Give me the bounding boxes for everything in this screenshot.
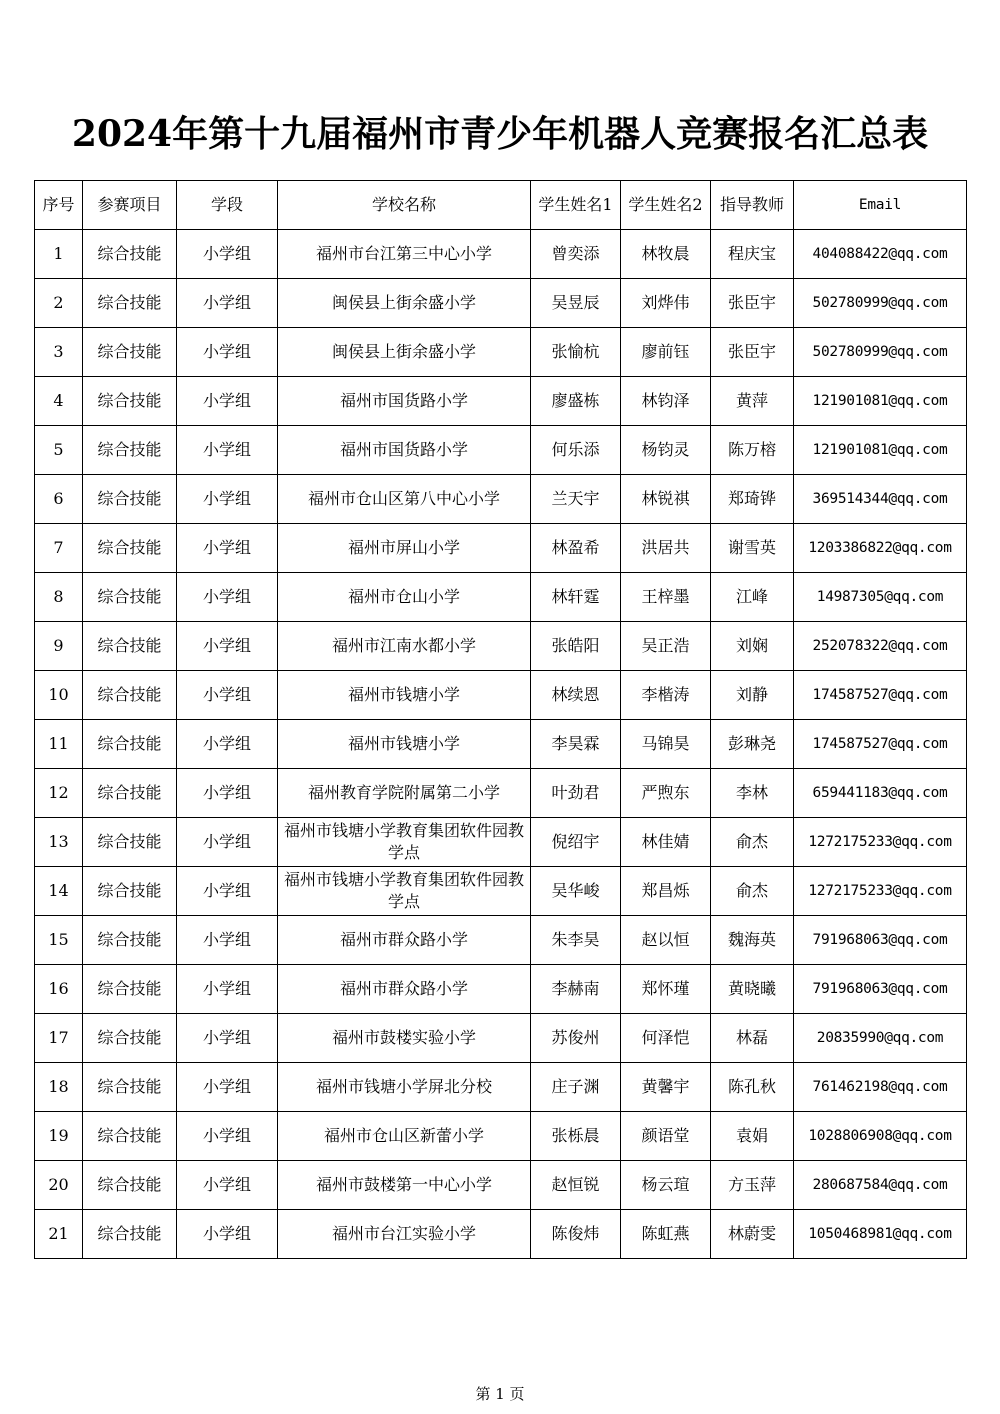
cell-school: 福州市国货路小学 — [278, 426, 531, 475]
cell-event: 综合技能 — [83, 279, 177, 328]
table-row — [35, 965, 967, 1014]
cell-event: 综合技能 — [83, 965, 177, 1014]
cell-level: 小学组 — [177, 1210, 278, 1259]
cell-student-1: 张愉杭 — [531, 328, 621, 377]
cell-school: 福州市鼓楼第一中心小学 — [278, 1161, 531, 1210]
cell-index: 13 — [35, 818, 83, 867]
cell-teacher: 江峰 — [711, 573, 794, 622]
cell-email: 121901081@qq.com — [794, 426, 967, 475]
cell-level: 小学组 — [177, 671, 278, 720]
cell-school: 福州市台江实验小学 — [278, 1210, 531, 1259]
cell-student-2: 林牧晨 — [621, 230, 711, 279]
cell-index: 21 — [35, 1210, 83, 1259]
cell-level: 小学组 — [177, 230, 278, 279]
cell-student-1: 廖盛栋 — [531, 377, 621, 426]
cell-school: 福州市国货路小学 — [278, 377, 531, 426]
cell-teacher: 袁娟 — [711, 1112, 794, 1161]
cell-student-1: 陈俊炜 — [531, 1210, 621, 1259]
cell-student-2: 洪居共 — [621, 524, 711, 573]
cell-student-1: 林盈希 — [531, 524, 621, 573]
cell-student-2: 林锐祺 — [621, 475, 711, 524]
cell-email: 1050468981@qq.com — [794, 1210, 967, 1259]
cell-school: 福州市钱塘小学教育集团软件园教学点 — [278, 867, 531, 916]
cell-index: 8 — [35, 573, 83, 622]
cell-student-2: 李楷涛 — [621, 671, 711, 720]
cell-event: 综合技能 — [83, 1014, 177, 1063]
cell-index: 20 — [35, 1161, 83, 1210]
cell-email: 1272175233@qq.com — [794, 867, 967, 916]
cell-student-2: 马锦昊 — [621, 720, 711, 769]
cell-student-2: 林钧泽 — [621, 377, 711, 426]
cell-student-2: 颜语堂 — [621, 1112, 711, 1161]
cell-school: 福州市群众路小学 — [278, 916, 531, 965]
table-row — [35, 328, 967, 377]
cell-index: 3 — [35, 328, 83, 377]
cell-email: 280687584@qq.com — [794, 1161, 967, 1210]
header-student-1: 学生姓名1 — [531, 181, 621, 230]
cell-event: 综合技能 — [83, 622, 177, 671]
cell-school: 福州市屏山小学 — [278, 524, 531, 573]
cell-student-1: 庄子渊 — [531, 1063, 621, 1112]
cell-student-1: 张皓阳 — [531, 622, 621, 671]
cell-student-2: 吴正浩 — [621, 622, 711, 671]
table-row — [35, 1210, 967, 1259]
cell-level: 小学组 — [177, 573, 278, 622]
cell-student-2: 何泽恺 — [621, 1014, 711, 1063]
cell-student-1: 兰天宇 — [531, 475, 621, 524]
table-row — [35, 475, 967, 524]
cell-index: 11 — [35, 720, 83, 769]
cell-level: 小学组 — [177, 916, 278, 965]
cell-teacher: 俞杰 — [711, 818, 794, 867]
cell-event: 综合技能 — [83, 916, 177, 965]
cell-student-2: 郑怀瑾 — [621, 965, 711, 1014]
cell-level: 小学组 — [177, 328, 278, 377]
cell-teacher: 刘静 — [711, 671, 794, 720]
cell-event: 综合技能 — [83, 573, 177, 622]
header-event: 参赛项目 — [83, 181, 177, 230]
cell-teacher: 方玉萍 — [711, 1161, 794, 1210]
cell-email: 791968063@qq.com — [794, 916, 967, 965]
cell-school: 福州市江南水都小学 — [278, 622, 531, 671]
cell-index: 2 — [35, 279, 83, 328]
header-student-2: 学生姓名2 — [621, 181, 711, 230]
cell-event: 综合技能 — [83, 1161, 177, 1210]
cell-event: 综合技能 — [83, 1210, 177, 1259]
header-email: Email — [794, 181, 967, 230]
cell-level: 小学组 — [177, 965, 278, 1014]
cell-event: 综合技能 — [83, 1112, 177, 1161]
cell-student-1: 叶劲君 — [531, 769, 621, 818]
cell-teacher: 张臣宇 — [711, 328, 794, 377]
cell-student-1: 张栎晨 — [531, 1112, 621, 1161]
cell-level: 小学组 — [177, 279, 278, 328]
cell-student-1: 李昊霖 — [531, 720, 621, 769]
cell-student-2: 王梓墨 — [621, 573, 711, 622]
cell-student-2: 黄馨宇 — [621, 1063, 711, 1112]
cell-index: 18 — [35, 1063, 83, 1112]
cell-email: 502780999@qq.com — [794, 279, 967, 328]
table-row — [35, 426, 967, 475]
cell-index: 7 — [35, 524, 83, 573]
cell-school: 福州市钱塘小学 — [278, 720, 531, 769]
cell-email: 502780999@qq.com — [794, 328, 967, 377]
cell-student-2: 林佳婧 — [621, 818, 711, 867]
cell-email: 174587527@qq.com — [794, 671, 967, 720]
cell-teacher: 林磊 — [711, 1014, 794, 1063]
cell-index: 19 — [35, 1112, 83, 1161]
cell-index: 6 — [35, 475, 83, 524]
cell-school: 福州教育学院附属第二小学 — [278, 769, 531, 818]
cell-index: 16 — [35, 965, 83, 1014]
table-row — [35, 622, 967, 671]
cell-school: 福州市鼓楼实验小学 — [278, 1014, 531, 1063]
cell-email: 1028806908@qq.com — [794, 1112, 967, 1161]
cell-email: 121901081@qq.com — [794, 377, 967, 426]
cell-level: 小学组 — [177, 867, 278, 916]
cell-index: 1 — [35, 230, 83, 279]
cell-level: 小学组 — [177, 524, 278, 573]
table-row — [35, 524, 967, 573]
cell-email: 404088422@qq.com — [794, 230, 967, 279]
cell-school: 福州市仓山区第八中心小学 — [278, 475, 531, 524]
table-row — [35, 671, 967, 720]
cell-email: 761462198@qq.com — [794, 1063, 967, 1112]
cell-student-2: 严煦东 — [621, 769, 711, 818]
cell-email: 174587527@qq.com — [794, 720, 967, 769]
table-row — [35, 1112, 967, 1161]
cell-event: 综合技能 — [83, 524, 177, 573]
header-teacher: 指导教师 — [711, 181, 794, 230]
cell-student-1: 赵恒锐 — [531, 1161, 621, 1210]
cell-event: 综合技能 — [83, 867, 177, 916]
cell-teacher: 林蔚雯 — [711, 1210, 794, 1259]
cell-school: 福州市钱塘小学屏北分校 — [278, 1063, 531, 1112]
cell-student-2: 杨云瑄 — [621, 1161, 711, 1210]
table-row — [35, 1014, 967, 1063]
cell-event: 综合技能 — [83, 328, 177, 377]
cell-student-1: 吴昱辰 — [531, 279, 621, 328]
table-header-row — [35, 181, 967, 230]
cell-student-1: 曾奕添 — [531, 230, 621, 279]
cell-level: 小学组 — [177, 769, 278, 818]
cell-teacher: 陈孔秋 — [711, 1063, 794, 1112]
cell-event: 综合技能 — [83, 475, 177, 524]
cell-index: 4 — [35, 377, 83, 426]
table-row — [35, 230, 967, 279]
cell-student-2: 赵以恒 — [621, 916, 711, 965]
cell-event: 综合技能 — [83, 769, 177, 818]
cell-student-2: 刘烨伟 — [621, 279, 711, 328]
cell-index: 9 — [35, 622, 83, 671]
cell-student-1: 李赫南 — [531, 965, 621, 1014]
cell-email: 659441183@qq.com — [794, 769, 967, 818]
header-level: 学段 — [177, 181, 278, 230]
cell-teacher: 刘娴 — [711, 622, 794, 671]
document-title: 2024年第十九届福州市青少年机器人竞赛报名汇总表 — [71, 113, 929, 155]
cell-event: 综合技能 — [83, 818, 177, 867]
registration-table — [34, 180, 967, 1259]
cell-school: 福州市群众路小学 — [278, 965, 531, 1014]
cell-school: 闽侯县上街余盛小学 — [278, 328, 531, 377]
cell-teacher: 谢雪英 — [711, 524, 794, 573]
cell-student-1: 吴华峻 — [531, 867, 621, 916]
cell-student-1: 朱李昊 — [531, 916, 621, 965]
cell-level: 小学组 — [177, 1063, 278, 1112]
cell-index: 12 — [35, 769, 83, 818]
cell-event: 综合技能 — [83, 426, 177, 475]
cell-school: 福州市仓山区新蕾小学 — [278, 1112, 531, 1161]
cell-teacher: 黄萍 — [711, 377, 794, 426]
cell-event: 综合技能 — [83, 230, 177, 279]
cell-student-2: 陈虹燕 — [621, 1210, 711, 1259]
cell-level: 小学组 — [177, 720, 278, 769]
cell-teacher: 黄晓曦 — [711, 965, 794, 1014]
cell-student-2: 廖前钰 — [621, 328, 711, 377]
cell-level: 小学组 — [177, 377, 278, 426]
cell-event: 综合技能 — [83, 671, 177, 720]
table-row — [35, 1161, 967, 1210]
cell-student-1: 林轩霆 — [531, 573, 621, 622]
cell-student-1: 倪绍宇 — [531, 818, 621, 867]
cell-level: 小学组 — [177, 1014, 278, 1063]
cell-school: 福州市仓山小学 — [278, 573, 531, 622]
table-row — [35, 769, 967, 818]
cell-teacher: 陈万榕 — [711, 426, 794, 475]
cell-student-1: 林续恩 — [531, 671, 621, 720]
cell-level: 小学组 — [177, 426, 278, 475]
cell-index: 15 — [35, 916, 83, 965]
cell-email: 369514344@qq.com — [794, 475, 967, 524]
cell-student-1: 何乐添 — [531, 426, 621, 475]
cell-teacher: 俞杰 — [711, 867, 794, 916]
table-row — [35, 573, 967, 622]
cell-email: 1272175233@qq.com — [794, 818, 967, 867]
table-row — [35, 818, 967, 867]
cell-event: 综合技能 — [83, 720, 177, 769]
cell-index: 14 — [35, 867, 83, 916]
cell-teacher: 郑琦铧 — [711, 475, 794, 524]
cell-index: 5 — [35, 426, 83, 475]
cell-level: 小学组 — [177, 818, 278, 867]
cell-student-2: 杨钧灵 — [621, 426, 711, 475]
cell-email: 252078322@qq.com — [794, 622, 967, 671]
header-index: 序号 — [35, 181, 83, 230]
cell-index: 17 — [35, 1014, 83, 1063]
cell-student-1: 苏俊州 — [531, 1014, 621, 1063]
cell-level: 小学组 — [177, 1161, 278, 1210]
cell-level: 小学组 — [177, 622, 278, 671]
table-row — [35, 279, 967, 328]
cell-teacher: 李林 — [711, 769, 794, 818]
cell-event: 综合技能 — [83, 1063, 177, 1112]
cell-email: 791968063@qq.com — [794, 965, 967, 1014]
cell-email: 20835990@qq.com — [794, 1014, 967, 1063]
cell-email: 1203386822@qq.com — [794, 524, 967, 573]
page-number: 第 1 页 — [475, 1385, 525, 1403]
cell-school: 闽侯县上街余盛小学 — [278, 279, 531, 328]
cell-level: 小学组 — [177, 475, 278, 524]
cell-school: 福州市台江第三中心小学 — [278, 230, 531, 279]
cell-teacher: 张臣宇 — [711, 279, 794, 328]
cell-event: 综合技能 — [83, 377, 177, 426]
table-row — [35, 377, 967, 426]
cell-school: 福州市钱塘小学教育集团软件园教学点 — [278, 818, 531, 867]
cell-level: 小学组 — [177, 1112, 278, 1161]
table-row — [35, 720, 967, 769]
cell-school: 福州市钱塘小学 — [278, 671, 531, 720]
table-row — [35, 1063, 967, 1112]
header-school: 学校名称 — [278, 181, 531, 230]
table-row — [35, 916, 967, 965]
cell-teacher: 彭琳尧 — [711, 720, 794, 769]
cell-teacher: 程庆宝 — [711, 230, 794, 279]
table-body — [35, 230, 967, 1259]
cell-student-2: 郑昌烁 — [621, 867, 711, 916]
cell-teacher: 魏海英 — [711, 916, 794, 965]
cell-index: 10 — [35, 671, 83, 720]
cell-email: 14987305@qq.com — [794, 573, 967, 622]
table-row — [35, 867, 967, 916]
